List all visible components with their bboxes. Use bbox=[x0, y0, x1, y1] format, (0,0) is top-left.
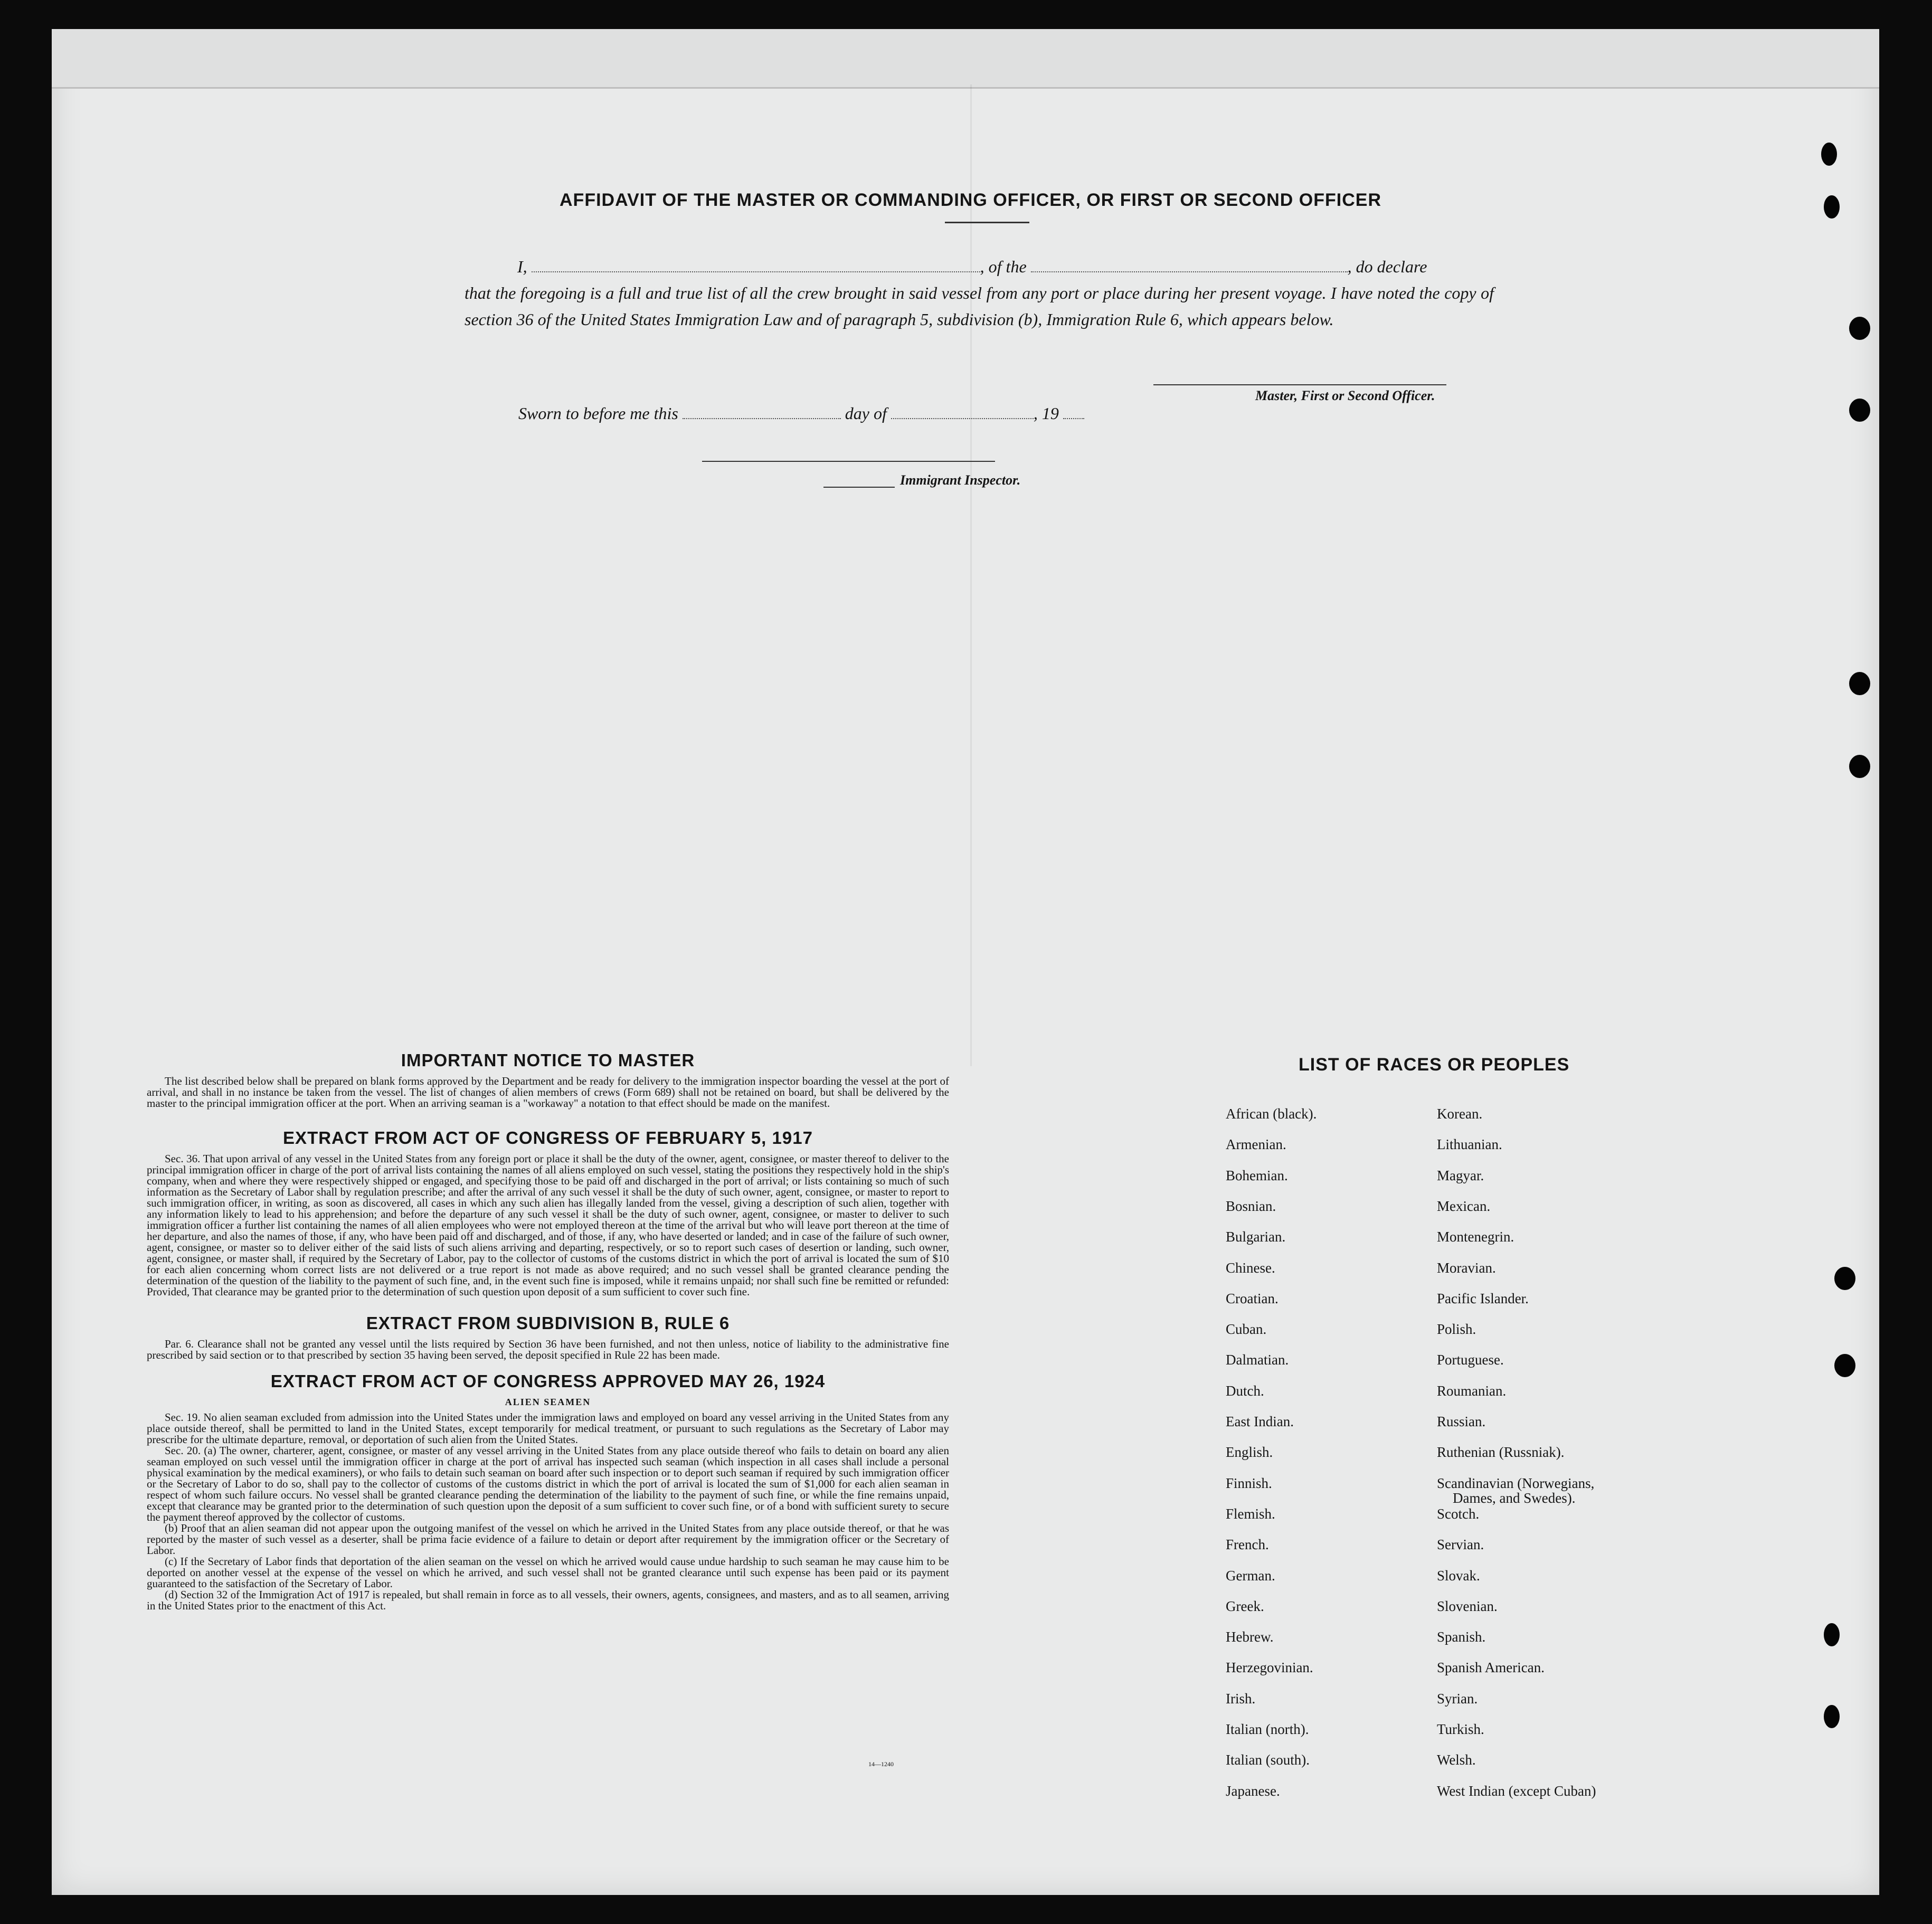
sworn-text: Sworn to before me this bbox=[518, 404, 678, 423]
name-blank bbox=[532, 258, 980, 272]
fold-line bbox=[970, 84, 972, 1066]
race-item: Flemish. bbox=[1226, 1505, 1275, 1522]
sec-19-paragraph: Sec. 19. No alien seaman excluded from admission into the United States under the immigration laws and employed on board any vessel arriving in the United States from any place outside thereof, shall be permitted to land in the United States, except temporarily for medical treatment, or pursuant to such regulations as the Secretary of Labor may prescribe for the ultimate departure, removal, or deportation of such alien from the United States. bbox=[147, 1411, 949, 1446]
binder-hole bbox=[1824, 195, 1840, 219]
sworn-year: , 19 bbox=[1033, 404, 1059, 423]
race-item: Irish. bbox=[1226, 1690, 1256, 1707]
race-item: Welsh. bbox=[1437, 1752, 1476, 1768]
race-item: Dames, and Swedes). bbox=[1453, 1490, 1576, 1506]
race-item: Bosnian. bbox=[1226, 1198, 1276, 1214]
sworn-day-blank bbox=[683, 404, 841, 419]
race-item: Roumanian. bbox=[1437, 1382, 1507, 1399]
race-item: Moravian. bbox=[1437, 1259, 1496, 1276]
race-item: Bulgarian. bbox=[1226, 1229, 1286, 1245]
race-item: Dalmatian. bbox=[1226, 1352, 1289, 1368]
sec-20a-paragraph: Sec. 20. (a) The owner, charterer, agent, consignee, or master of any vessel arriving in the United States from any place outside thereof who fails to detain on board any alien seaman employed on such vessel until the immigration officer in charge at the port of arrival has inspected such seaman (which inspection in all cases shall include a personal physical examination by the medical examiners), or who fails to detain such seaman on board after such inspection or to deport such seaman if required by such immigration officer or the Secretary of Labor to do so, shall pay to the collector of customs of the customs district in which the port of arrival is located the sum of $1,000 for each alien seaman in respect of whom such failure occurs. No vessel shall be granted clearance pending the determination of the liability to the payment of such fine, or while the fine remains unpaid, except that clearance may be granted prior to the determination of such question upon the deposit of a sum sufficient to cover such fine, or of a bond with sufficient surety to secure the payment thereof approved by the collector of customs. bbox=[147, 1444, 949, 1523]
race-item: French. bbox=[1226, 1537, 1269, 1553]
race-item: West Indian (except Cuban) bbox=[1437, 1783, 1596, 1799]
binder-hole bbox=[1834, 1354, 1855, 1377]
form-number: 14—1240 bbox=[868, 1760, 894, 1768]
race-item: Chinese. bbox=[1226, 1259, 1275, 1276]
sworn-year-blank bbox=[1063, 404, 1084, 419]
race-item: Magyar. bbox=[1437, 1167, 1484, 1183]
section-gap bbox=[147, 1305, 949, 1313]
race-item: Russian. bbox=[1437, 1414, 1486, 1429]
declaration-of-the: , of the bbox=[980, 257, 1027, 276]
race-item: Turkish. bbox=[1437, 1721, 1484, 1737]
race-item: Scotch. bbox=[1437, 1505, 1480, 1522]
race-item: Cuban. bbox=[1226, 1321, 1267, 1338]
declaration-text: that the foregoing is a full and true list of all the crew brought in said vessel from any port or place during her present voyage. I have noted the copy of section 36 of the United States Immigration Law and of paragraph 5, subdivision (b), Immigration Rule 6, which appears below. bbox=[465, 283, 1494, 329]
extract-1917-paragraph: Sec. 36. That upon arrival of any vessel in the United States from any foreign port or place it shall be the duty of the owner, agent, consignee, or master thereof to deliver to the principal immigration officer in charge of the port of arrival lists containing the names of all aliens employed on such vessel, stating the positions they respectively hold in the ship's company, when and where they were respectively shipped or engaged, and specifying those to be paid off and discharged in the port of arrival; or lists containing so much of such information as the Secretary of Labor shall by regulation prescribe; and after the arrival of any such vessel it shall be the duty of such owner, agent, consignee, or master to report to such immigration officer, in writing, as soon as discovered, all cases in which any such alien has illegally landed from the vessel, giving a description of such alien, together with any information likely to lead to his apprehension; and before the departure of any such vessel it shall be the duty of such owner, agent, consignee, or master to deliver to such immigration officer a further list containing the names of all alien employees who were not employed thereon at the time of the arrival but who will leave port thereon at the time of her departure, and also the names of those, if any, who have been paid off and discharged, and of those, if any, who have deserted or landed; and in case of the failure of such owner, agent, consignee, or master so to deliver either of the said lists of such aliens arriving and departing, respectively, or so to report such cases of desertion or landing, such owner, agent, consignee, or master shall, if required by the Secretary of Labor, pay to the collector of customs of the customs district in which the port of arrival is located the sum of $10 for each alien concerning whom correct lists are not delivered or a true report is not made as above required; and no such vessel shall be granted clearance pending the determination of the question of the liability to the payment of such fine, and, in the event such fine is imposed, while it remains unpaid; nor shall such fine be remitted or refunded: Provided, That clearance may be granted prior to the determination of such question upon deposit of a sum sufficient to cover such fine. bbox=[147, 1152, 949, 1298]
race-item: Finnish. bbox=[1226, 1475, 1272, 1491]
extract-rule6-text bbox=[147, 1339, 949, 1361]
race-item: Herzegovinian. bbox=[1226, 1660, 1313, 1676]
notice-text bbox=[147, 1076, 949, 1109]
race-item: Italian (south). bbox=[1226, 1752, 1310, 1768]
affidavit-body bbox=[465, 253, 1494, 333]
master-signature-label: Master, First or Second Officer. bbox=[1255, 388, 1435, 403]
binder-hole bbox=[1834, 1267, 1855, 1290]
race-item: Bohemian. bbox=[1226, 1167, 1288, 1183]
sworn-line bbox=[518, 404, 1084, 423]
races-title: LIST OF RACES OR PEOPLES bbox=[1299, 1055, 1570, 1075]
race-item: Scandinavian (Norwegians, bbox=[1437, 1475, 1595, 1491]
sworn-day-of: day of bbox=[845, 404, 887, 423]
master-signature-line bbox=[1153, 384, 1446, 385]
binder-hole bbox=[1821, 143, 1837, 166]
extract-1924-text bbox=[147, 1412, 949, 1612]
sheet-top-edge bbox=[52, 29, 1879, 89]
race-item: Italian (north). bbox=[1226, 1721, 1309, 1737]
binder-hole bbox=[1824, 1705, 1840, 1728]
title-rule bbox=[945, 222, 1029, 223]
race-item: Hebrew. bbox=[1226, 1629, 1274, 1645]
race-item: Spanish. bbox=[1437, 1629, 1486, 1645]
sec-20d-paragraph: (d) Section 32 of the Immigration Act of 1917 is repealed, but shall remain in force as to all vessels, their owners, agents, consignees, and masters, and as to all seamen, arriving in the United States prior to the enactment of this Act. bbox=[147, 1588, 949, 1612]
notice-paragraph: The list described below shall be prepared on blank forms approved by the Department and be ready for delivery to the immigration inspector boarding the vessel at the port of arrival, and shall in no instance be taken from the vessel. The list of changes of alien members of crews (Form 689) shall not be retained on board, but shall be delivered by the master to the principal immigration officer at the port. When an arriving seaman is a "workaway" a notation to that effect should be made on the manifest. bbox=[147, 1075, 949, 1110]
vessel-blank bbox=[1031, 258, 1348, 272]
extract-1924-title: EXTRACT FROM ACT OF CONGRESS APPROVED MAY 26, 1924 bbox=[270, 1371, 826, 1391]
binder-hole bbox=[1849, 399, 1870, 422]
race-item: Armenian. bbox=[1226, 1136, 1286, 1153]
extract-rule6-title: EXTRACT FROM SUBDIVISION B, RULE 6 bbox=[366, 1313, 730, 1333]
extract-1917-title: EXTRACT FROM ACT OF CONGRESS OF FEBRUARY 5, 1917 bbox=[283, 1128, 813, 1148]
declaration-line bbox=[465, 253, 1494, 280]
race-item: Japanese. bbox=[1226, 1783, 1280, 1799]
race-item: Slovenian. bbox=[1437, 1598, 1498, 1614]
race-item: Croatian. bbox=[1226, 1290, 1278, 1306]
affidavit-title: AFFIDAVIT OF THE MASTER OR COMMANDING OFFICER, OR FIRST OR SECOND OFFICER bbox=[560, 190, 1381, 210]
declaration-i: I, bbox=[517, 257, 527, 276]
race-item: German. bbox=[1226, 1567, 1275, 1584]
notices-column bbox=[147, 1050, 949, 1619]
race-item: Pacific Islander. bbox=[1437, 1290, 1529, 1306]
sec-20c-paragraph: (c) If the Secretary of Labor finds that deportation of the alien seaman on the vessel on which he arrived would cause undue hardship to such seaman he may cause him to be deported on another vessel at the expense of the vessel on which he arrived, and such vessel shall not be granted clearance until such expense has been paid or its payment guaranteed to the satisfaction of the Secretary of Labor. bbox=[147, 1555, 949, 1590]
race-item: East Indian. bbox=[1226, 1414, 1294, 1429]
declaration-do-declare: , do declare bbox=[1347, 257, 1427, 276]
race-item: Montenegrin. bbox=[1437, 1229, 1514, 1245]
binder-hole bbox=[1849, 755, 1870, 778]
notice-title: IMPORTANT NOTICE TO MASTER bbox=[401, 1050, 695, 1070]
binder-hole bbox=[1849, 317, 1870, 340]
race-item: Syrian. bbox=[1437, 1690, 1478, 1707]
extract-1924-subtitle: ALIEN SEAMEN bbox=[505, 1397, 591, 1407]
section-gap bbox=[147, 1116, 949, 1128]
race-item: Greek. bbox=[1226, 1598, 1264, 1614]
race-item: Ruthenian (Russniak). bbox=[1437, 1444, 1565, 1461]
extract-rule6-paragraph: Par. 6. Clearance shall not be granted any vessel until the lists required by Section 36 have been furnished, and not then unless, notice of liability to the administrative fine prescribed by said section or to that prescribed by section 35 having been served, the deposit specified in Rule 22 has been made. bbox=[147, 1338, 949, 1361]
binder-hole bbox=[1824, 1623, 1840, 1646]
race-item: Polish. bbox=[1437, 1321, 1476, 1338]
sworn-month-blank bbox=[891, 404, 1034, 419]
inspector-label-lead bbox=[823, 487, 895, 488]
race-item: Dutch. bbox=[1226, 1382, 1264, 1399]
race-item: Servian. bbox=[1437, 1537, 1484, 1553]
race-item: Slovak. bbox=[1437, 1567, 1480, 1584]
race-item: English. bbox=[1226, 1444, 1273, 1461]
race-item: Korean. bbox=[1437, 1106, 1483, 1122]
race-item: Lithuanian. bbox=[1437, 1136, 1502, 1153]
race-item: Mexican. bbox=[1437, 1198, 1491, 1214]
inspector-signature-line bbox=[702, 461, 995, 462]
race-item: Portuguese. bbox=[1437, 1352, 1504, 1368]
inspector-signature-label: Immigrant Inspector. bbox=[900, 472, 1021, 488]
race-item: African (black). bbox=[1226, 1106, 1317, 1122]
sec-20b-paragraph: (b) Proof that an alien seaman did not appear upon the outgoing manifest of the vessel on which he arrived in the United States from any place outside thereof, or that he was reported by the master of such vessel as a deserter, shall be prima facie evidence of a failure to detain or deport after requirement by the immigration officer or the Secretary of Labor. bbox=[147, 1522, 949, 1557]
race-item: Spanish American. bbox=[1437, 1660, 1545, 1676]
binder-hole bbox=[1849, 672, 1870, 695]
extract-1917-text bbox=[147, 1153, 949, 1297]
